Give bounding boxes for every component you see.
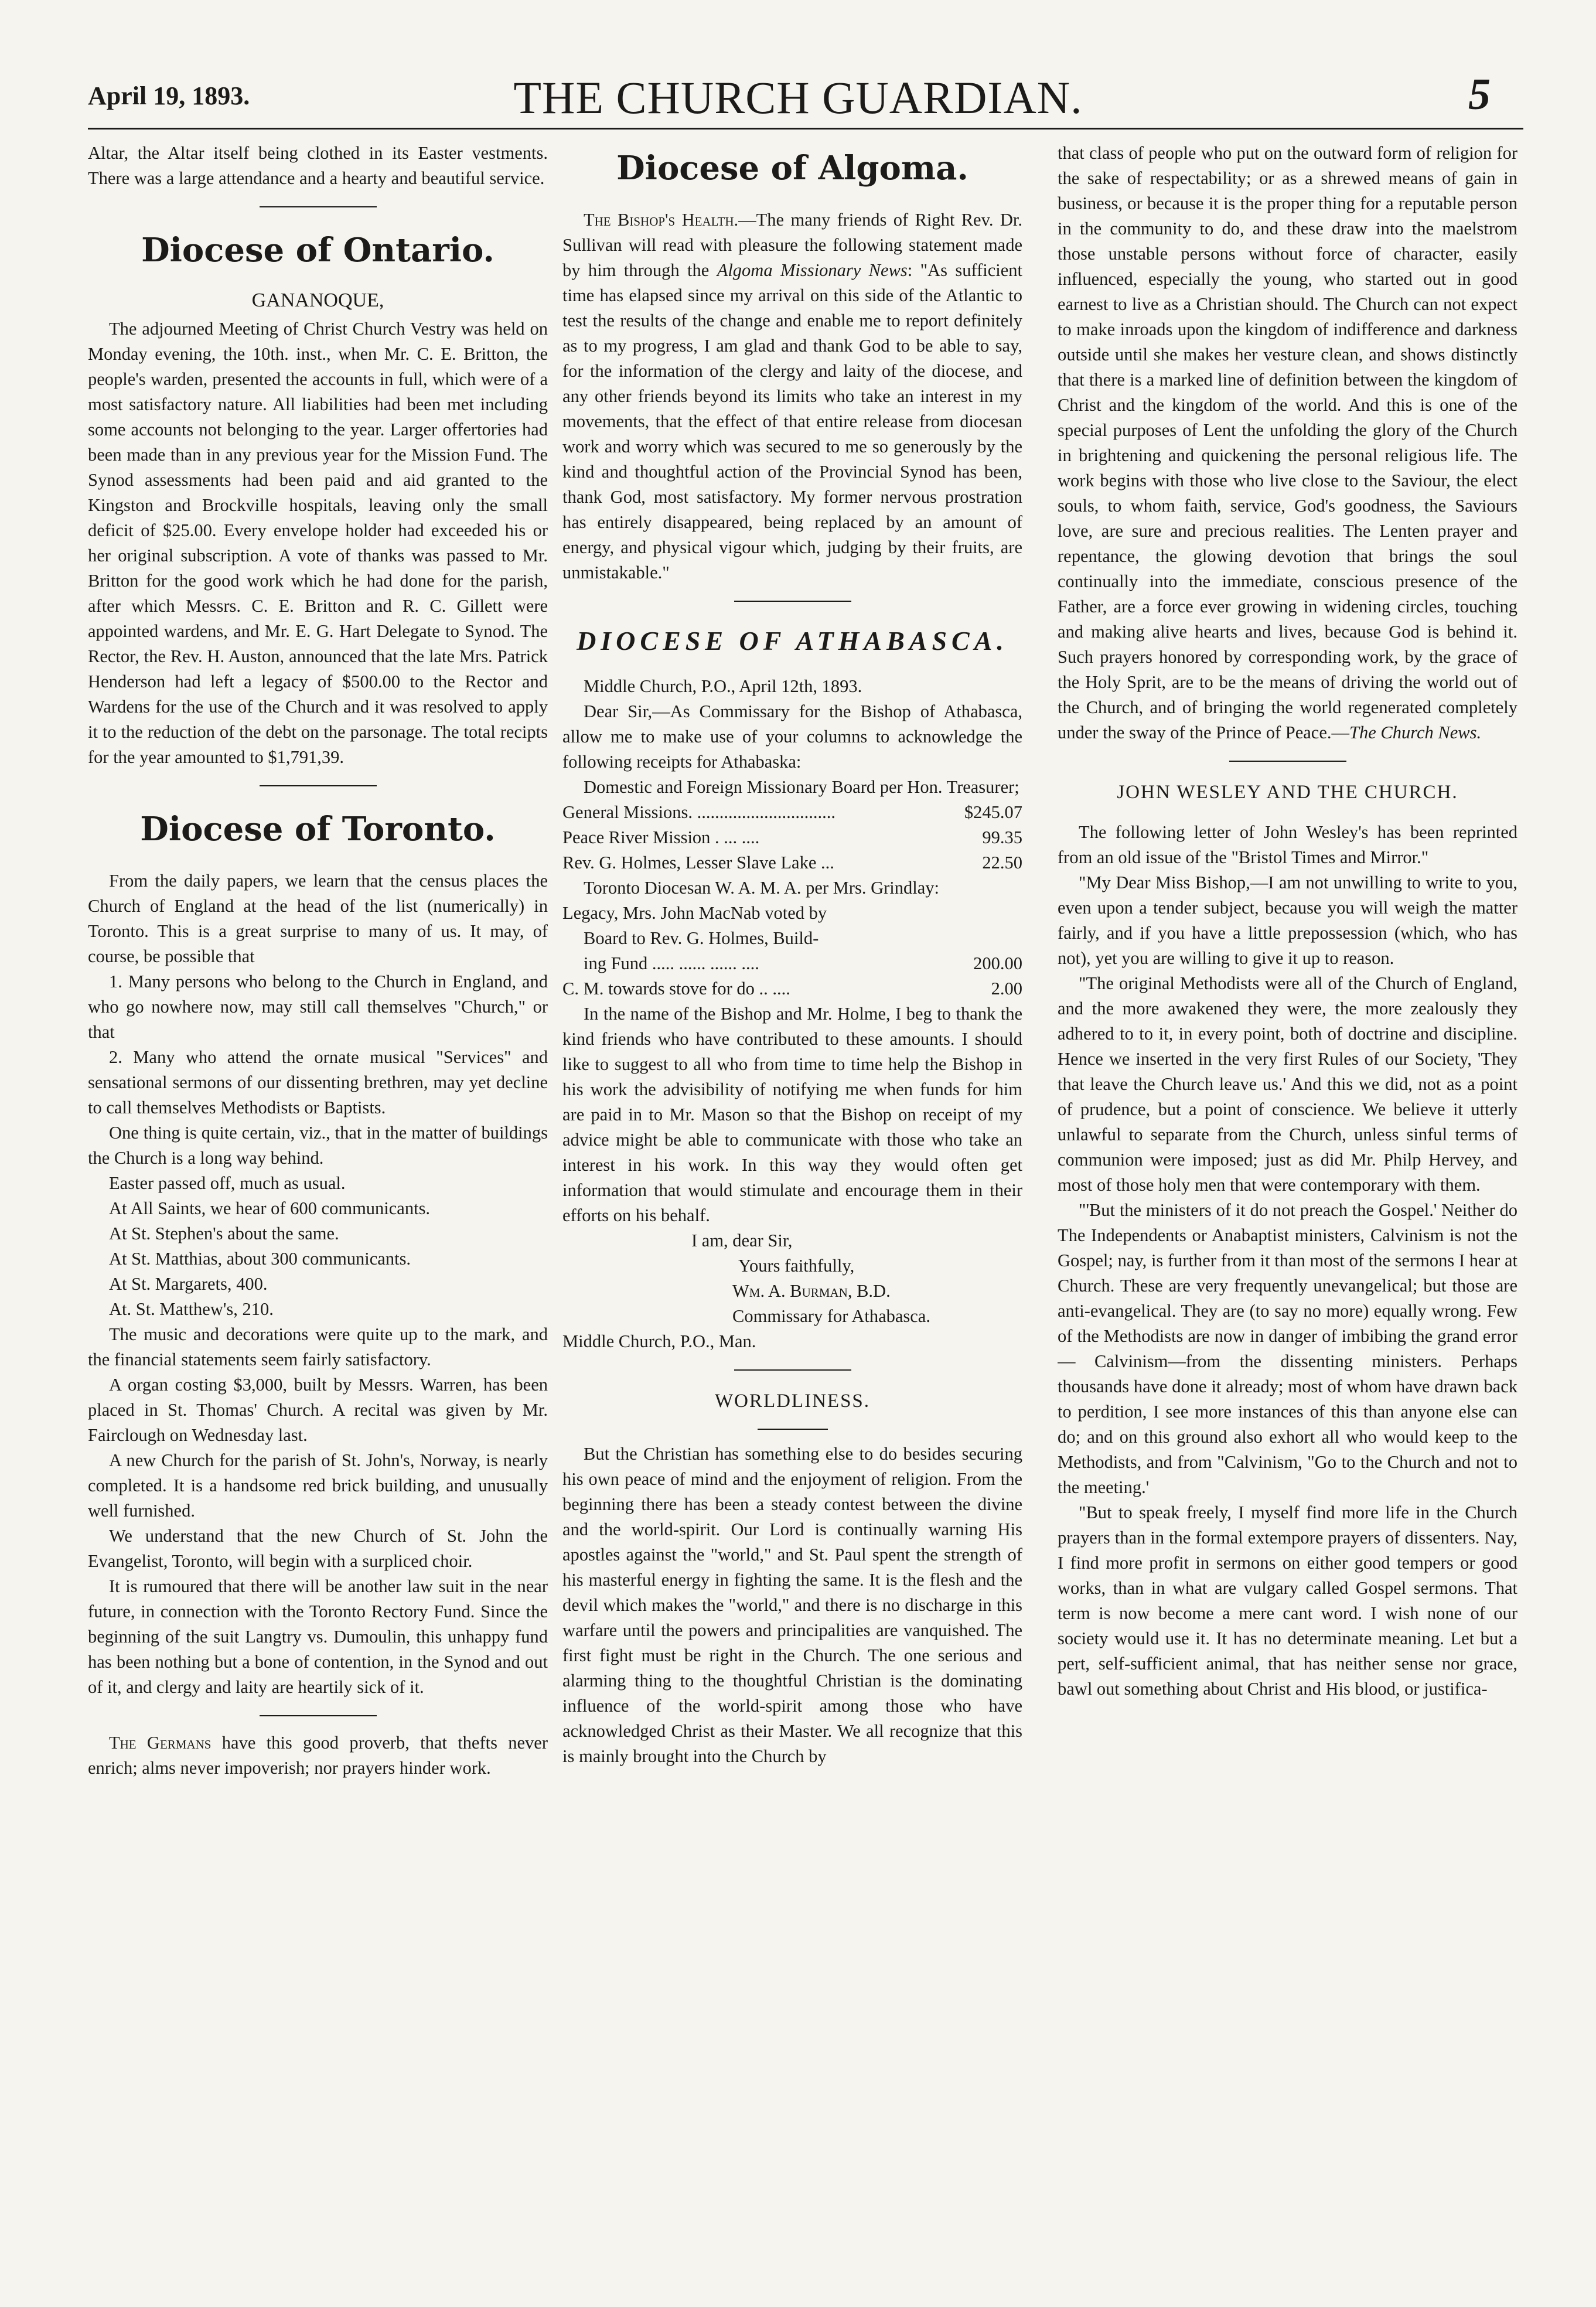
- athabasca-legacy-line: Legacy, Mrs. John MacNab voted by: [562, 903, 827, 923]
- fund-amount: $245.07: [964, 802, 1022, 822]
- toronto-certain: One thing is quite certain, viz., that in the matter of buildings the Church is a long way behind.: [88, 1123, 548, 1168]
- athabasca-heading: DIOCESE OF ATHABASCA.: [577, 626, 1008, 656]
- athabasca-wa-line: Toronto Diocesan W. A. M. A. per Mrs. Grindlay:: [584, 878, 939, 898]
- bishop-health-article: [562, 207, 1022, 585]
- worldliness-continued-text: that class of people who put on the outward form of religion for the sake of respectability; or as a shrewed means of gain in business, or because it is the proper thing for a reputable person in the community to do, and these draw into the maelstrom those unstable persons without force of character, easily influenced, especially the young, who started out in good earnest to live as a Christian should. The Church can not expect to make inroads upon the kingdom of indifference and darkness outside until she makes her vesture clean, and shows distinctly that there is a marked line of definition between the kingdom of Christ and the kingdom of the world. And this is one of the special purposes of Lent the unfolding the glory of the Church in brightening and quickening the personal religious life. The work begins with those who live close to the Saviour, the elect souls, to whom faith, service, God's goodness, the Saviours love, are sure and precious realities. The Lenten prayer and repentance, the glowing devotion that brings the soul continually into the immediate, conscious presence of the Father, are a force ever growing in widening circles, touching and making alive hearts and lives, because God is behind it. Such prayers honored by corresponding work, by the grace of the Holy Sprit, are to be the means of driving the world out of the Church, and of bringing the world regenerated completely under the sway of the Prince of Peace.—: [1058, 143, 1517, 742]
- fund-label: Peace River Mission . ... ....: [562, 827, 760, 847]
- toronto-lawsuit: It is rumoured that there will be another law suit in the near future, in connection with the Toronto Rectory Fund. Since the beginning of the suit Langtry vs. Dumoulin, this unhappy fund has been nothing but a bone of contention, in the Synod and out of it, and clergy and laity are heartily sick of it.: [88, 1576, 548, 1697]
- athabasca-board: Domestic and Foreign Missionary Board per Hon. Treasurer;: [584, 777, 1019, 797]
- toronto-easter: Easter passed off, much as usual.: [109, 1173, 346, 1193]
- wesley-intro: The following letter of John Wesley's has been reprinted from an old issue of the "Bristol Times and Mirror.": [1058, 822, 1517, 867]
- fund-amount: 22.50: [982, 853, 1022, 873]
- worldliness-body: But the Christian has something else to do besides securing his own peace of mind and the enjoyment of religion. From the beginning there has been a steady contest between the divine and the world-spirit. Our Lord is continually warning His apostles against the "world," and St. Paul spent the strength of his masterful energy in fighting the same. It is the flesh and the devil which makes the "world," and there is no discharge in this warfare until the powers and principalities are vanquished. The first fight must be right in the Church. The one serious and alarming thing to the thoughtful Christian is the dominating influence of the world-spirit among those who have acknowledged Christ as their Master. We all recognize that this is mainly brought into the Church by: [562, 1444, 1022, 1766]
- fund-row: [562, 825, 1022, 850]
- gananoque-heading: GANANOQUE,: [251, 289, 384, 311]
- toronto-point-1: 1. Many persons who belong to the Church in England, and who go nowhere now, may still call themselves "Church," or that: [88, 972, 548, 1042]
- divider: [758, 1429, 828, 1430]
- fund-amount: 200.00: [973, 953, 1022, 973]
- fund-row: [562, 951, 1022, 976]
- worldliness-continued: [1058, 141, 1517, 745]
- issue-date: April 19, 1893.: [88, 81, 250, 110]
- toronto-heading: Diocese of Toronto.: [140, 810, 496, 848]
- toronto-st-matthias: At St. Matthias, about 300 communicants.: [109, 1249, 411, 1269]
- wesley-letter-p4: "But to speak freely, I myself find more life in the Church prayers than in the formal extempore prayers of dissenters. Nay, I find more profit in sermons on either good tempers or good works, than in what are vulgary called Gospel sermons. That term is now become a mere cant word. I wish none of our society would use it. It has no determinate meaning. Let but a pert, self-sufficient animal, that has neither sense nor grace, bawl out something about Christ and His blood, or justifica-: [1058, 1502, 1517, 1699]
- wesley-letter-p3: "'But the ministers of it do not preach the Gospel.' Neither do The Independents or Anabaptist ministers, Calvinism is not the Gospel; nay, is further from it than most of the sermons I hear at Church. These are very frequently unevangelical; but those are anti-evangelical. They are (to say no more) equally wrong. Few of the Methodists are now in danger of imbibing the grand error— Calvinism—from the dissenting ministers. Perhaps thousands have done it already; most of whom have drawn back to perdition, I see more instances of this than anyone else can do; and on this ground also exhort all who would keep to the Methodists, and from "Calvinism, "Go to the Church and not to the meeting.': [1058, 1200, 1517, 1497]
- athabasca-closing: In the name of the Bishop and Mr. Holme, I beg to thank the kind friends who have contributed to these amounts. I should like to suggest to all who from time to time help the Bishop in his work the advisibility of notifying me when funds for him are paid in to Mr. Mason so that the Bishop on receipt of my advice might be able to communicate with those who take an interest in his work. In this way they would often get information that would stimulate and encourage them in their efforts on his behalf.: [562, 1004, 1022, 1225]
- athabasca-dateline: Middle Church, P.O., April 12th, 1893.: [584, 676, 862, 696]
- divider: [1229, 761, 1346, 762]
- wesley-letter-p2: "The original Methodists were all of the Church of England, and the more awakened they were, the more zealously they adhered to to it, in every point, both of doctrine and discipline. Hence we inserted in the very first Rules of our Society, 'They that leave the Church leave us.' And this we did, not as a point of prudence, but a point of conscience. We believe it utterly unlawful to separate from the Church, unless sinful terms of communion were imposed; just as did Mr. Philp Hervey, and most of those holy men that were contemporary with them.: [1058, 973, 1517, 1195]
- altar-intro: Altar, the Altar itself being clothed in its Easter vestments. There was a large attendance and a hearty and beautiful service.: [88, 143, 548, 188]
- toronto-music: The music and decorations were quite up to the mark, and the financial statements seem fairly satisfactory.: [88, 1324, 548, 1369]
- fund-row: [562, 850, 1022, 875]
- signature-title: Commissary for Athabasca.: [732, 1306, 930, 1326]
- fund-amount: 99.35: [982, 827, 1022, 847]
- toronto-st-stephen: At St. Stephen's about the same.: [109, 1224, 339, 1243]
- wesley-heading: JOHN WESLEY AND THE CHURCH.: [1117, 782, 1458, 803]
- fund-row: [562, 976, 1022, 1001]
- toronto-organ: A organ costing $3,000, built by Messrs. Warren, has been placed in St. Thomas' Church. A recital was given by Mr. Fairclough on Wednesday last.: [88, 1375, 548, 1445]
- proverb-lead: The Germans: [109, 1733, 212, 1753]
- toronto-st-matthew: At. St. Matthew's, 210.: [109, 1299, 274, 1319]
- fund-label: General Missions. ...............................: [562, 802, 835, 822]
- bishop-health-text-1: —The many friends of Right Rev. Dr. Sullivan will read with pleasure the following statement made by him through the: [562, 210, 1022, 280]
- divider: [260, 1715, 377, 1716]
- fund-label: ing Fund ..... ...... ...... ....: [584, 953, 759, 973]
- toronto-point-2: 2. Many who attend the ornate musical "Services" and sensational sermons of our dissenting brethren, may yet decline to call themselves Methodists or Baptists.: [88, 1047, 548, 1117]
- divider: [734, 601, 851, 602]
- signature-line: I am, dear Sir,: [691, 1231, 793, 1250]
- algoma-news-source: Algoma Missionary News: [717, 260, 908, 280]
- bishop-health-text-2: : "As sufficient time has elapsed since my arrival on this side of the Atlantic to test the results of the change and enable me to report definitely as to my progress, I am glad and thank God to be able to say, for the information of the clergy and laity of the diocese, and any other friends beyond its limits who take an interest in my movements, that the effect of that entire release from diocesan work and worry which was secured to me so generously by the kind and thoughtful action of the Provincial Synod has been, thank God, most satisfactory. My former nervous prostration has entirely disappeared, being replaced by an amount of energy, and physical vigour which, judging by their fruits, are unmistakable.": [562, 260, 1022, 582]
- signature-address: Middle Church, P.O., Man.: [562, 1331, 756, 1351]
- wesley-letter-p1: "My Dear Miss Bishop,—I am not unwilling to write to you, even upon a tender subject, because you will weigh the matter fairly, and if you have a little prepossession (which, who has not), yet you are willing to give it up to reason.: [1058, 873, 1517, 968]
- ontario-heading: Diocese of Ontario.: [141, 231, 495, 270]
- column-2: [562, 141, 1022, 2274]
- toronto-st-john: We understand that the new Church of St. John the Evangelist, Toronto, will begin with a surpliced choir.: [88, 1526, 548, 1571]
- toronto-all-saints: At All Saints, we hear of 600 communicants.: [109, 1198, 431, 1218]
- fund-amount: 2.00: [991, 979, 1022, 999]
- church-news-source: The Church News.: [1349, 723, 1482, 742]
- toronto-intro: From the daily papers, we learn that the census places the Church of England at the head of the list (numerically) in Toronto. This is a great surprise to many of us. It may, of course, be possible that: [88, 871, 548, 966]
- german-proverb: [88, 1730, 548, 1781]
- signature-name: Wm. A. Burman, B.D.: [732, 1281, 891, 1301]
- column-1: [88, 141, 548, 2274]
- newspaper-title: THE CHURCH GUARDIAN.: [513, 72, 1083, 123]
- fund-label: C. M. towards stove for do .. ....: [562, 979, 790, 999]
- athabasca-legacy-line-2: Board to Rev. G. Holmes, Build-: [584, 928, 819, 948]
- masthead-rule: [88, 128, 1523, 130]
- gananoque-body: The adjourned Meeting of Christ Church Vestry was held on Monday evening, the 10th. inst., when Mr. C. E. Britton, the people's warden, presented the accounts in full, which were of a most satisfactory nature. All liabilities had been met including some accounts not belonging to the year. Larger offertories had been made than in any previous year for the Mission Fund. The Synod assessments had been paid and aid granted to the Kingston and Brockville hospitals, leaving only the small deficit of $25.00. Every envelope holder had exceeded his or her original subscription. A vote of thanks was passed to Mr. Britton for the good work which he had done for the parish, after which Messrs. C. E. Britton and R. C. Gillett were appointed wardens, and Mr. E. G. Hart Delegate to Synod. The Rector, the Rev. H. Auston, announced that the late Mrs. Patrick Henderson had left a legacy of $500.00 to the Rector and Wardens for the use of the Church and it was resolved to apply it to the reduction of the debt on the parsonage. The total recipts for the year amounted to $1,791,39.: [88, 319, 548, 767]
- signature-line: Yours faithfully,: [738, 1256, 855, 1276]
- toronto-st-margaret: At St. Margarets, 400.: [109, 1274, 268, 1294]
- athabasca-salutation: Dear Sir,—As Commissary for the Bishop of Athabasca, allow me to make use of your columns to acknowledge the following receipts for Athabaska:: [562, 701, 1022, 772]
- column-3: [1058, 141, 1517, 2274]
- toronto-norway: A new Church for the parish of St. John's, Norway, is nearly completed. It is a handsome red brick building, and unusually well furnished.: [88, 1450, 548, 1521]
- divider: [734, 1369, 851, 1371]
- algoma-heading: Diocese of Algoma.: [616, 149, 968, 188]
- page-number: 5: [1468, 70, 1491, 119]
- divider: [260, 785, 377, 786]
- worldliness-heading: WORLDLINESS.: [714, 1391, 871, 1412]
- bishop-health-lead: The Bishop's Health.: [584, 210, 739, 230]
- fund-row: [562, 800, 1022, 825]
- proverb-text: have this good proverb, that thefts never enrich; alms never impoverish; nor prayers hinder work.: [88, 1733, 548, 1778]
- divider: [260, 206, 377, 207]
- fund-label: Rev. G. Holmes, Lesser Slave Lake ...: [562, 853, 834, 873]
